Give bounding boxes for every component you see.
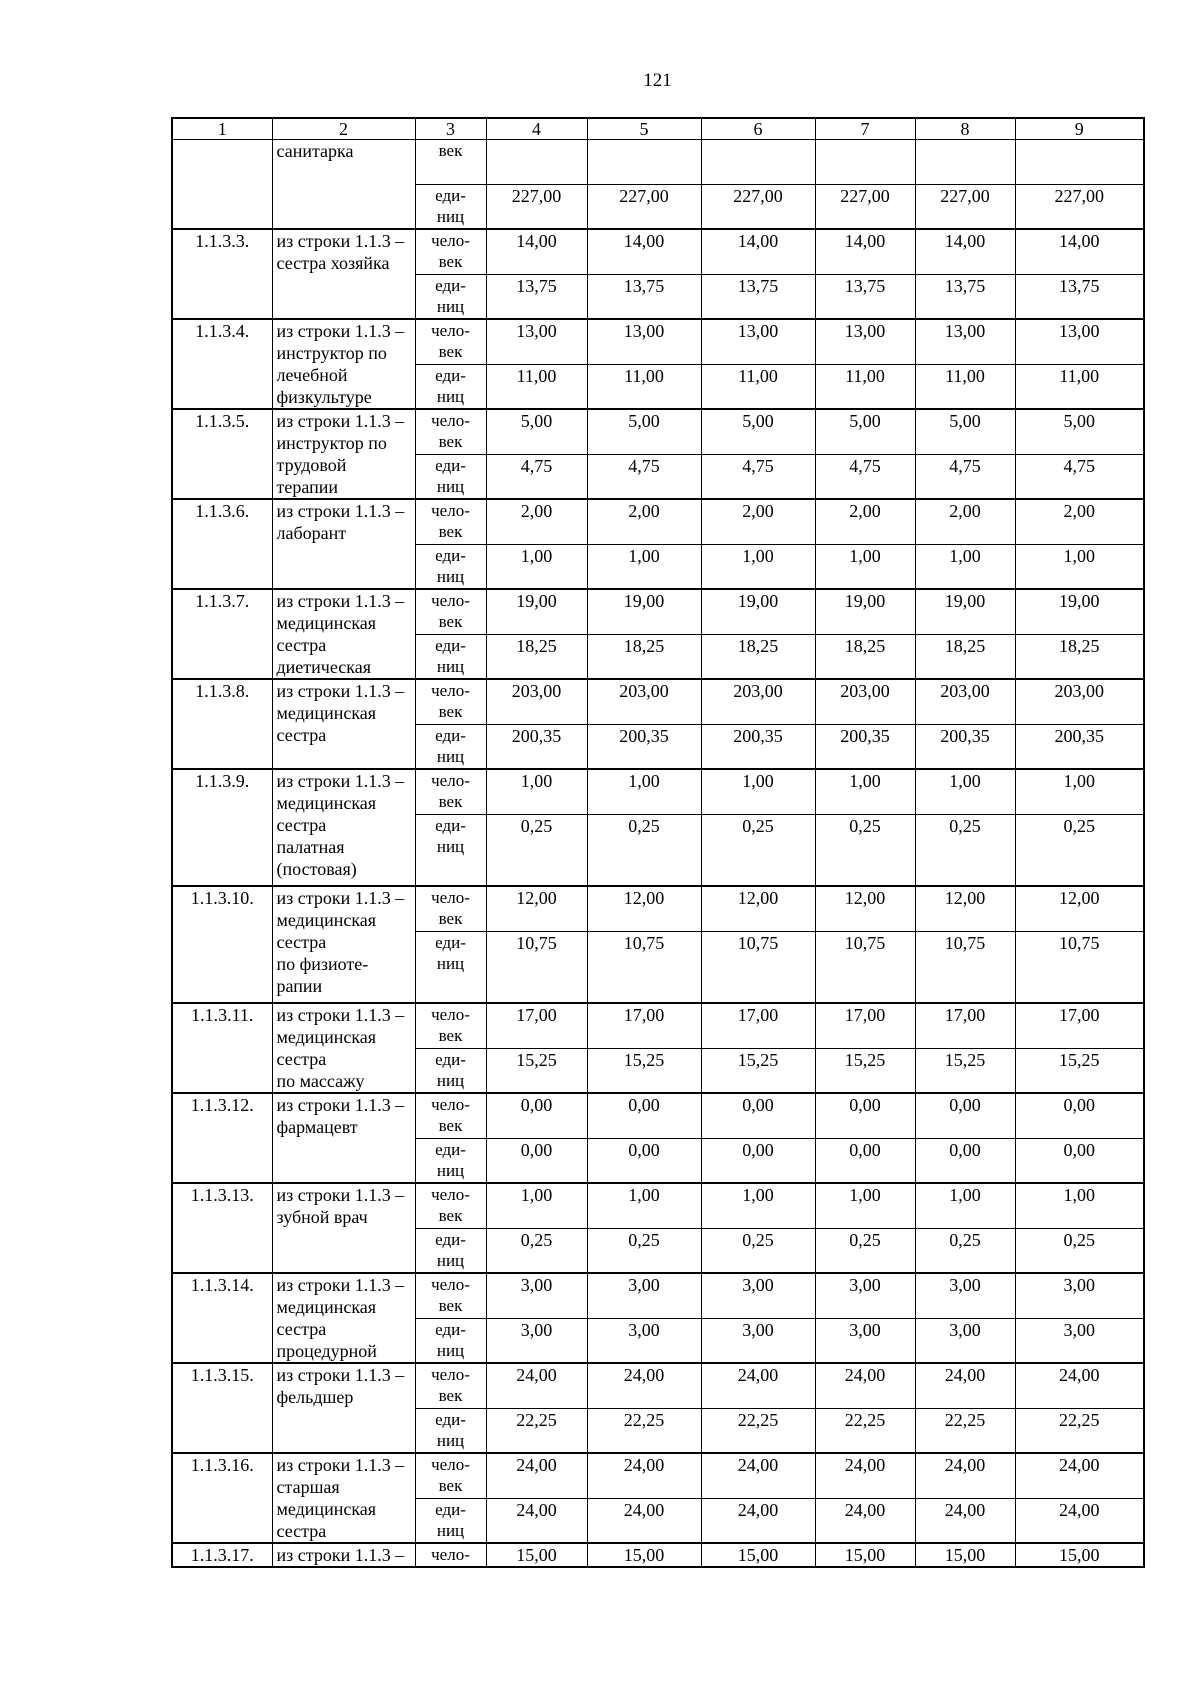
- value-cell: 1,00: [587, 769, 701, 815]
- unit-cell: чело- век: [415, 1003, 486, 1049]
- value-cell: 10,75: [1015, 932, 1144, 1004]
- value-cell: 1,00: [701, 1183, 815, 1229]
- unit-cell: еди- ниц: [415, 1049, 486, 1094]
- value-cell: 227,00: [486, 185, 587, 230]
- value-cell: 0,25: [486, 815, 587, 887]
- value-cell: 0,00: [815, 1139, 915, 1184]
- value-cell: 3,00: [915, 1273, 1015, 1319]
- value-cell: 0,25: [701, 815, 815, 887]
- value-cell: 1,00: [587, 1183, 701, 1229]
- unit-cell: чело- век: [415, 1093, 486, 1139]
- value-cell: 5,00: [1015, 409, 1144, 455]
- value-cell: 0,00: [486, 1139, 587, 1184]
- row-code: 1.1.3.15.: [172, 1363, 272, 1453]
- value-cell: 14,00: [587, 229, 701, 275]
- value-cell: 15,25: [701, 1049, 815, 1094]
- value-cell: 5,00: [587, 409, 701, 455]
- value-cell: 1,00: [701, 545, 815, 590]
- value-cell: 4,75: [915, 455, 1015, 500]
- value-cell: 227,00: [915, 185, 1015, 230]
- value-cell: 18,25: [1015, 635, 1144, 680]
- row-label: из строки 1.1.3 – медицинская сестра палатная (постовая): [272, 769, 415, 886]
- value-cell: 11,00: [1015, 365, 1144, 410]
- value-cell: 1,00: [915, 769, 1015, 815]
- column-header: 1: [172, 118, 272, 140]
- value-cell: 24,00: [587, 1453, 701, 1499]
- value-cell: 5,00: [701, 409, 815, 455]
- unit-cell: чело- век: [415, 229, 486, 275]
- value-cell: 3,00: [1015, 1273, 1144, 1319]
- value-cell: 11,00: [701, 365, 815, 410]
- value-cell: 24,00: [701, 1499, 815, 1544]
- row-label: из строки 1.1.3 – инструктор по трудовой терапии: [272, 409, 415, 499]
- value-cell: 22,25: [815, 1409, 915, 1454]
- value-cell: 5,00: [486, 409, 587, 455]
- row-label: из строки 1.1.3 – зубной врач: [272, 1183, 415, 1273]
- value-cell: 4,75: [486, 455, 587, 500]
- value-cell: 0,25: [815, 815, 915, 887]
- value-cell: 0,25: [587, 815, 701, 887]
- value-cell: 13,00: [587, 319, 701, 365]
- value-cell: 227,00: [815, 185, 915, 230]
- value-cell: 227,00: [701, 185, 815, 230]
- value-cell: 14,00: [1015, 229, 1144, 275]
- value-cell: 24,00: [701, 1363, 815, 1409]
- value-cell: 17,00: [1015, 1003, 1144, 1049]
- value-cell: 18,25: [915, 635, 1015, 680]
- value-cell: 12,00: [815, 886, 915, 932]
- value-cell: 15,00: [587, 1543, 701, 1567]
- value-cell: 24,00: [915, 1499, 1015, 1544]
- value-cell: 1,00: [1015, 545, 1144, 590]
- table-row: [172, 769, 1144, 815]
- column-header: 8: [915, 118, 1015, 140]
- table-row: [172, 1273, 1144, 1319]
- row-code: 1.1.3.8.: [172, 679, 272, 769]
- row-code: 1.1.3.7.: [172, 589, 272, 679]
- value-cell: 14,00: [486, 229, 587, 275]
- value-cell: 4,75: [587, 455, 701, 500]
- value-cell: 3,00: [815, 1273, 915, 1319]
- value-cell: 13,00: [1015, 319, 1144, 365]
- value-cell: 0,25: [486, 1229, 587, 1274]
- value-cell: 1,00: [587, 545, 701, 590]
- value-cell: 4,75: [701, 455, 815, 500]
- row-code: 1.1.3.13.: [172, 1183, 272, 1273]
- unit-cell: еди- ниц: [415, 1229, 486, 1274]
- table-row: [172, 1543, 1144, 1567]
- value-cell: 203,00: [915, 679, 1015, 725]
- value-cell: 24,00: [701, 1453, 815, 1499]
- row-code: 1.1.3.4.: [172, 319, 272, 409]
- table-row: [172, 679, 1144, 725]
- value-cell: 17,00: [587, 1003, 701, 1049]
- unit-cell: чело- век: [415, 1453, 486, 1499]
- value-cell: 3,00: [587, 1273, 701, 1319]
- table-row: [172, 499, 1144, 545]
- column-header: 7: [815, 118, 915, 140]
- unit-cell: чело- век: [415, 409, 486, 455]
- value-cell: 19,00: [815, 589, 915, 635]
- value-cell: 3,00: [587, 1319, 701, 1364]
- value-cell: 15,00: [815, 1543, 915, 1567]
- unit-cell: еди- ниц: [415, 725, 486, 770]
- row-code: 1.1.3.6.: [172, 499, 272, 589]
- value-cell: 15,25: [815, 1049, 915, 1094]
- value-cell: 0,25: [915, 1229, 1015, 1274]
- value-cell: 22,25: [1015, 1409, 1144, 1454]
- table-row: [172, 229, 1144, 275]
- value-cell: 12,00: [915, 886, 1015, 932]
- unit-cell: чело- век: [415, 1363, 486, 1409]
- unit-cell: еди- ниц: [415, 932, 486, 1004]
- unit-cell: еди- ниц: [415, 1319, 486, 1364]
- value-cell: 0,00: [1015, 1139, 1144, 1184]
- value-cell: 200,35: [587, 725, 701, 770]
- value-cell: 200,35: [915, 725, 1015, 770]
- unit-cell: чело- век: [415, 679, 486, 725]
- unit-cell: еди- ниц: [415, 1409, 486, 1454]
- row-label: из строки 1.1.3 – инструктор по лечебной физкультуре: [272, 319, 415, 409]
- value-cell: [815, 140, 915, 185]
- unit-cell: еди- ниц: [415, 1499, 486, 1544]
- value-cell: 24,00: [587, 1363, 701, 1409]
- value-cell: 10,75: [815, 932, 915, 1004]
- value-cell: 13,00: [486, 319, 587, 365]
- value-cell: 1,00: [815, 1183, 915, 1229]
- row-code: 1.1.3.16.: [172, 1453, 272, 1543]
- value-cell: 5,00: [815, 409, 915, 455]
- value-cell: 3,00: [486, 1273, 587, 1319]
- value-cell: 24,00: [915, 1363, 1015, 1409]
- value-cell: 0,00: [587, 1093, 701, 1139]
- value-cell: 3,00: [701, 1319, 815, 1364]
- value-cell: 0,00: [587, 1139, 701, 1184]
- value-cell: 203,00: [486, 679, 587, 725]
- value-cell: 22,25: [486, 1409, 587, 1454]
- value-cell: 4,75: [1015, 455, 1144, 500]
- value-cell: [486, 140, 587, 185]
- value-cell: 200,35: [486, 725, 587, 770]
- value-cell: 24,00: [915, 1453, 1015, 1499]
- value-cell: 3,00: [1015, 1319, 1144, 1364]
- unit-cell: еди- ниц: [415, 1139, 486, 1184]
- value-cell: 18,25: [701, 635, 815, 680]
- value-cell: 22,25: [587, 1409, 701, 1454]
- value-cell: 0,25: [701, 1229, 815, 1274]
- value-cell: 0,00: [486, 1093, 587, 1139]
- value-cell: 0,00: [815, 1093, 915, 1139]
- row-label: из строки 1.1.3 – старшая медицинская сестра: [272, 1453, 415, 1543]
- value-cell: 24,00: [1015, 1499, 1144, 1544]
- value-cell: 203,00: [815, 679, 915, 725]
- row-label: из строки 1.1.3 – медицинская сестра: [272, 679, 415, 769]
- unit-cell: еди- ниц: [415, 185, 486, 230]
- value-cell: 24,00: [815, 1453, 915, 1499]
- table-row: [172, 886, 1144, 932]
- value-cell: 200,35: [815, 725, 915, 770]
- row-code: 1.1.3.3.: [172, 229, 272, 319]
- value-cell: 0,25: [1015, 815, 1144, 887]
- row-label: из строки 1.1.3 – медицинская сестра процедурной: [272, 1273, 415, 1363]
- value-cell: 203,00: [587, 679, 701, 725]
- unit-cell: чело- век: [415, 1183, 486, 1229]
- unit-cell: чело- век: [415, 886, 486, 932]
- value-cell: 10,75: [486, 932, 587, 1004]
- value-cell: 1,00: [915, 1183, 1015, 1229]
- value-cell: 12,00: [701, 886, 815, 932]
- value-cell: 24,00: [486, 1363, 587, 1409]
- value-cell: [701, 140, 815, 185]
- value-cell: 13,75: [915, 275, 1015, 320]
- row-label: из строки 1.1.3 – фармацевт: [272, 1093, 415, 1183]
- row-code: 1.1.3.12.: [172, 1093, 272, 1183]
- value-cell: 15,00: [701, 1543, 815, 1567]
- value-cell: 12,00: [486, 886, 587, 932]
- table-row: [172, 589, 1144, 635]
- value-cell: 1,00: [486, 545, 587, 590]
- row-code: 1.1.3.14.: [172, 1273, 272, 1363]
- column-header: 9: [1015, 118, 1144, 140]
- column-header: 5: [587, 118, 701, 140]
- unit-cell: еди- ниц: [415, 365, 486, 410]
- value-cell: 1,00: [1015, 769, 1144, 815]
- value-cell: 0,00: [915, 1093, 1015, 1139]
- row-label: из строки 1.1.3 – фельдшер: [272, 1363, 415, 1453]
- table-row: [172, 1363, 1144, 1409]
- value-cell: 24,00: [486, 1453, 587, 1499]
- value-cell: 17,00: [815, 1003, 915, 1049]
- row-code: 1.1.3.11.: [172, 1003, 272, 1093]
- unit-cell: чело- век: [415, 319, 486, 365]
- value-cell: 2,00: [701, 499, 815, 545]
- value-cell: 1,00: [915, 545, 1015, 590]
- value-cell: 227,00: [1015, 185, 1144, 230]
- value-cell: 1,00: [486, 1183, 587, 1229]
- table-body: [172, 140, 1144, 1568]
- value-cell: 0,00: [1015, 1093, 1144, 1139]
- value-cell: 24,00: [1015, 1453, 1144, 1499]
- table-row: [172, 319, 1144, 365]
- row-label: из строки 1.1.3 – лаборант: [272, 499, 415, 589]
- value-cell: 24,00: [1015, 1363, 1144, 1409]
- value-cell: 15,25: [915, 1049, 1015, 1094]
- unit-cell: еди- ниц: [415, 275, 486, 320]
- table-row: [172, 1453, 1144, 1499]
- table-row: [172, 1003, 1144, 1049]
- row-label: из строки 1.1.3 – сестра хозяйка: [272, 229, 415, 319]
- table-row: [172, 1093, 1144, 1139]
- value-cell: 11,00: [486, 365, 587, 410]
- table-row: [172, 140, 1144, 185]
- value-cell: 15,00: [915, 1543, 1015, 1567]
- table-row: [172, 409, 1144, 455]
- value-cell: 2,00: [1015, 499, 1144, 545]
- value-cell: 15,25: [1015, 1049, 1144, 1094]
- value-cell: 2,00: [915, 499, 1015, 545]
- value-cell: 19,00: [486, 589, 587, 635]
- row-label: из строки 1.1.3 – медицинская сестра по физиоте- рапии: [272, 886, 415, 1003]
- row-label: из строки 1.1.3 – медицинская сестра диетическая: [272, 589, 415, 679]
- unit-cell: еди- ниц: [415, 455, 486, 500]
- value-cell: 0,00: [701, 1139, 815, 1184]
- value-cell: 0,25: [1015, 1229, 1144, 1274]
- value-cell: 3,00: [815, 1319, 915, 1364]
- value-cell: 3,00: [486, 1319, 587, 1364]
- value-cell: 13,75: [486, 275, 587, 320]
- value-cell: 0,25: [815, 1229, 915, 1274]
- value-cell: 1,00: [486, 769, 587, 815]
- value-cell: [915, 140, 1015, 185]
- value-cell: 2,00: [486, 499, 587, 545]
- row-code: 1.1.3.17.: [172, 1543, 272, 1567]
- row-code: [172, 140, 272, 230]
- unit-cell: еди- ниц: [415, 635, 486, 680]
- row-code: 1.1.3.9.: [172, 769, 272, 886]
- value-cell: 10,75: [915, 932, 1015, 1004]
- unit-cell: чело- век: [415, 589, 486, 635]
- value-cell: 203,00: [701, 679, 815, 725]
- value-cell: 12,00: [1015, 886, 1144, 932]
- row-label: из строки 1.1.3 –: [272, 1543, 415, 1567]
- value-cell: 13,75: [1015, 275, 1144, 320]
- value-cell: 13,00: [815, 319, 915, 365]
- value-cell: 24,00: [815, 1499, 915, 1544]
- value-cell: 0,25: [587, 1229, 701, 1274]
- value-cell: 0,00: [701, 1093, 815, 1139]
- value-cell: 200,35: [1015, 725, 1144, 770]
- value-cell: 15,00: [486, 1543, 587, 1567]
- value-cell: 13,75: [815, 275, 915, 320]
- value-cell: 227,00: [587, 185, 701, 230]
- unit-cell: чело- век: [415, 499, 486, 545]
- value-cell: 19,00: [1015, 589, 1144, 635]
- column-number-row: [172, 118, 1144, 140]
- unit-cell: еди- ниц: [415, 545, 486, 590]
- value-cell: 18,25: [815, 635, 915, 680]
- row-label: санитарка: [272, 140, 415, 230]
- value-cell: 203,00: [1015, 679, 1144, 725]
- value-cell: 19,00: [587, 589, 701, 635]
- value-cell: 3,00: [701, 1273, 815, 1319]
- value-cell: 1,00: [815, 545, 915, 590]
- value-cell: 11,00: [587, 365, 701, 410]
- value-cell: 10,75: [701, 932, 815, 1004]
- value-cell: 3,00: [915, 1319, 1015, 1364]
- column-header: 3: [415, 118, 486, 140]
- value-cell: 4,75: [815, 455, 915, 500]
- column-header: 2: [272, 118, 415, 140]
- value-cell: 0,25: [915, 815, 1015, 887]
- value-cell: 24,00: [815, 1363, 915, 1409]
- staffing-table: [171, 117, 1145, 1568]
- value-cell: 13,75: [701, 275, 815, 320]
- value-cell: 1,00: [701, 769, 815, 815]
- value-cell: 1,00: [1015, 1183, 1144, 1229]
- value-cell: 17,00: [486, 1003, 587, 1049]
- value-cell: 14,00: [915, 229, 1015, 275]
- value-cell: 17,00: [915, 1003, 1015, 1049]
- value-cell: 22,25: [915, 1409, 1015, 1454]
- value-cell: 14,00: [701, 229, 815, 275]
- value-cell: 2,00: [815, 499, 915, 545]
- value-cell: 5,00: [915, 409, 1015, 455]
- row-label: из строки 1.1.3 – медицинская сестра по массажу: [272, 1003, 415, 1093]
- value-cell: 2,00: [587, 499, 701, 545]
- value-cell: 15,25: [587, 1049, 701, 1094]
- value-cell: 14,00: [815, 229, 915, 275]
- value-cell: 12,00: [587, 886, 701, 932]
- row-code: 1.1.3.10.: [172, 886, 272, 1003]
- value-cell: 17,00: [701, 1003, 815, 1049]
- column-header: 4: [486, 118, 587, 140]
- value-cell: 13,75: [587, 275, 701, 320]
- value-cell: 15,25: [486, 1049, 587, 1094]
- value-cell: 19,00: [915, 589, 1015, 635]
- value-cell: 19,00: [701, 589, 815, 635]
- value-cell: [1015, 140, 1144, 185]
- column-header: 6: [701, 118, 815, 140]
- value-cell: 18,25: [486, 635, 587, 680]
- value-cell: 0,00: [915, 1139, 1015, 1184]
- value-cell: 13,00: [915, 319, 1015, 365]
- unit-cell: чело-: [415, 1543, 486, 1567]
- unit-cell: век: [415, 140, 486, 185]
- value-cell: 11,00: [915, 365, 1015, 410]
- value-cell: 18,25: [587, 635, 701, 680]
- unit-cell: чело- век: [415, 769, 486, 815]
- value-cell: 11,00: [815, 365, 915, 410]
- value-cell: 15,00: [1015, 1543, 1144, 1567]
- value-cell: 10,75: [587, 932, 701, 1004]
- value-cell: 24,00: [587, 1499, 701, 1544]
- value-cell: 200,35: [701, 725, 815, 770]
- value-cell: 13,00: [701, 319, 815, 365]
- page-number: 121: [643, 70, 672, 91]
- value-cell: 22,25: [701, 1409, 815, 1454]
- unit-cell: еди- ниц: [415, 815, 486, 887]
- value-cell: [587, 140, 701, 185]
- table-row: [172, 1183, 1144, 1229]
- unit-cell: чело- век: [415, 1273, 486, 1319]
- value-cell: 24,00: [486, 1499, 587, 1544]
- value-cell: 1,00: [815, 769, 915, 815]
- row-code: 1.1.3.5.: [172, 409, 272, 499]
